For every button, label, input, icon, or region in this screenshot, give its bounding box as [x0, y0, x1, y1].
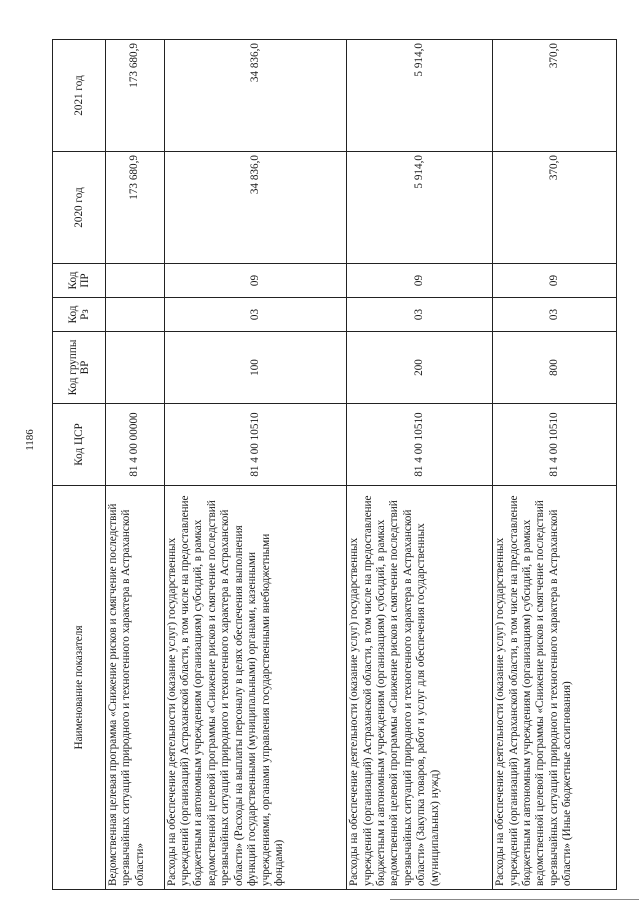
table-header-row [53, 40, 106, 890]
cell-pr: 09 [347, 264, 493, 298]
cell-rz [106, 298, 165, 332]
cell-csr: 81 4 00 10510 [347, 404, 493, 486]
header-pr: Код ПР [53, 264, 106, 298]
cell-2021: 370,0 [493, 40, 617, 152]
cell-2021: 5 914,0 [347, 40, 493, 152]
cell-csr: 81 4 00 10510 [493, 404, 617, 486]
cell-2020: 173 680,9 [106, 152, 165, 264]
cell-rz: 03 [347, 298, 493, 332]
cell-pr [106, 264, 165, 298]
table-row [347, 40, 493, 890]
cell-2021: 34 836,0 [164, 40, 347, 152]
budget-table [52, 39, 617, 890]
table-row [493, 40, 617, 890]
cell-name: Расходы на обеспечение деятельности (оказание услуг) государственных учреждений (организаций) Астраханской области, в том числе на предоставление бюджетным и автономным учреждениям (организациям) субсидий, в рамках ведомственной целевой программы «Снижение рисков и смягчение последствий чрезвычайных ситуаций природного и техногенного характера в Астраханской области» (Закупка товаров, работ и услуг для обеспечения государственных (муниципальных) нужд) [347, 486, 493, 890]
cell-rz: 03 [164, 298, 347, 332]
cell-name: Ведомственная целевая программа «Снижение рисков и смягчение последствий чрезвычайных ситуаций природного и техногенного характера в Астраханской области» [106, 486, 165, 890]
cell-vr [106, 332, 165, 404]
table-row [164, 40, 347, 890]
cell-2021: 173 680,9 [106, 40, 165, 152]
cell-pr: 09 [164, 264, 347, 298]
cell-2020: 370,0 [493, 152, 617, 264]
cell-name: Расходы на обеспечение деятельности (оказание услуг) государственных учреждений (организаций) Астраханской области, в том числе на предоставление бюджетным и автономным учреждениям (организациям) субсидий, в рамках ведомственной целевой программы «Снижение рисков и смягчение последствий чрезвычайных ситуаций природного и техногенного характера в Астраханской области» (Расходы на выплаты персоналу в целях обеспечения выполнения функций государственными (муниципальными) органами, казенными учреждениями, органами управления государственными внебюджетными фондами) [164, 486, 347, 890]
cell-vr: 800 [493, 332, 617, 404]
cell-2020: 34 836,0 [164, 152, 347, 264]
rotated-page-content [52, 40, 617, 890]
header-2021: 2021 год [53, 40, 106, 152]
header-name: Наименование показателя [53, 486, 106, 890]
cell-pr: 09 [493, 264, 617, 298]
header-vr: Код группы ВР [53, 332, 106, 404]
page-bottom-rule [390, 899, 639, 900]
cell-csr: 81 4 00 00000 [106, 404, 165, 486]
header-rz: Код Рз [53, 298, 106, 332]
cell-csr: 81 4 00 10510 [164, 404, 347, 486]
header-csr: Код ЦСР [53, 404, 106, 486]
cell-name: Расходы на обеспечение деятельности (оказание услуг) государственных учреждений (организаций) Астраханской области, в том числе на предоставление бюджетным и автономным учреждениям (организациям) субсидий, в рамках ведомственной целевой программы «Снижение рисков и смягчение последствий чрезвычайных ситуаций природного и техногенного характера в Астраханской области» (Иные бюджетные ассигнования) [493, 486, 617, 890]
table-row [106, 40, 165, 890]
cell-vr: 100 [164, 332, 347, 404]
header-2020: 2020 год [53, 152, 106, 264]
cell-vr: 200 [347, 332, 493, 404]
cell-rz: 03 [493, 298, 617, 332]
cell-2020: 5 914,0 [347, 152, 493, 264]
page-number: 1186 [24, 429, 36, 451]
